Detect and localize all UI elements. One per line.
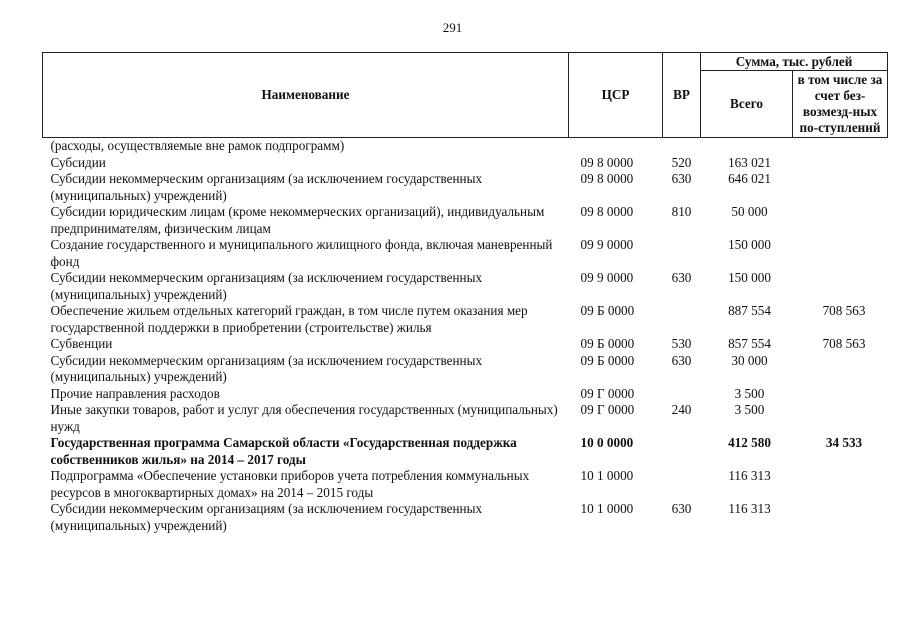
row-csr: 09 8 0000 [580, 154, 634, 170]
header-including: в том числе за счет без-возмезд-ных по-ступлений [793, 71, 888, 138]
row-csr: 09 Г 0000 [580, 385, 635, 401]
row-vr: 630 [671, 501, 692, 516]
row-name: Создание государственного и муниципального жилищного фонда, включая маневренный фонд [50, 237, 553, 269]
row-including [793, 270, 888, 303]
header-csr: ЦСР [569, 53, 663, 138]
row-total: 116 313 [728, 501, 771, 516]
row-total: 163 021 [728, 154, 771, 170]
table-row [43, 468, 888, 501]
row-total: 887 554 [728, 303, 771, 318]
header-vr: ВР [663, 53, 701, 138]
row-name: Субсидии некоммерческим организациям (за исключением государственных (муниципальных) учреждений) [50, 171, 483, 203]
table-row [43, 402, 888, 435]
row-total: 412 580 [728, 435, 771, 450]
row-csr: 09 8 0000 [580, 171, 634, 186]
table-row [43, 171, 888, 204]
row-name: Прочие направления расходов [50, 385, 220, 401]
row-including [793, 171, 888, 204]
row-name: Подпрограмма «Обеспечение установки приборов учета потребления коммунальных ресурсов в многоквартирных домах» на 2014 – 2015 годы [50, 468, 530, 500]
row-including [793, 237, 888, 270]
table-header [43, 53, 888, 138]
row-vr [663, 468, 701, 501]
row-name: Субвенции [50, 336, 113, 351]
row-csr: 09 9 0000 [580, 237, 634, 252]
row-csr: 10 1 0000 [580, 501, 634, 516]
row-vr [663, 237, 701, 270]
row-vr: 810 [671, 204, 692, 219]
row-including [793, 138, 888, 155]
table-row [43, 138, 888, 155]
row-including [793, 386, 888, 403]
header-sum: Сумма, тыс. рублей [701, 53, 888, 71]
row-name: Субсидии некоммерческим организациям (за исключением государственных (муниципальных) учреждений) [50, 352, 483, 384]
row-vr: 530 [671, 336, 692, 351]
row-including: 708 563 [822, 303, 866, 318]
row-total: 30 000 [731, 352, 768, 368]
row-total: 3 500 [734, 402, 765, 417]
row-including: 708 563 [822, 336, 866, 351]
row-including [793, 204, 888, 237]
row-vr: 630 [671, 352, 692, 368]
table-row [43, 155, 888, 172]
row-csr: 10 1 0000 [580, 468, 634, 483]
row-including [793, 155, 888, 172]
table-row [43, 204, 888, 237]
row-csr: 10 0 0000 [580, 435, 634, 450]
row-including [793, 468, 888, 501]
row-name: Субсидии некоммерческим организациям (за исключением государственных (муниципальных) учреждений) [50, 501, 483, 533]
row-vr: 520 [671, 154, 692, 170]
row-total: 150 000 [728, 237, 771, 252]
table-row [43, 303, 888, 336]
header-total: Всего [701, 71, 793, 138]
table-body [43, 138, 888, 535]
row-csr: 09 Б 0000 [580, 336, 635, 351]
row-name: Обеспечение жильем отдельных категорий граждан, в том числе путем оказания мер государственной поддержки в приобретении (строительстве) жилья [50, 303, 528, 335]
row-total: 646 021 [728, 171, 771, 186]
row-vr [663, 386, 701, 403]
row-name: Субсидии юридическим лицам (кроме некоммерческих организаций), индивидуальным предпринимателям, физическим лицам [50, 204, 545, 236]
row-vr [663, 303, 701, 336]
row-including [793, 501, 888, 534]
row-total: 3 500 [734, 385, 765, 401]
row-total: 857 554 [728, 336, 771, 351]
budget-table [42, 52, 888, 534]
row-name: Государственная программа Самарской области «Государственная поддержка собственников жилья» на 2014 – 2017 годы [50, 435, 517, 467]
row-name: (расходы, осуществляемые вне рамок подпрограмм) [50, 138, 345, 153]
row-csr: 09 9 0000 [580, 270, 634, 285]
row-csr [569, 138, 663, 155]
table-row [43, 353, 888, 386]
row-vr [663, 435, 701, 468]
row-csr: 09 Г 0000 [580, 402, 635, 417]
row-total: 150 000 [728, 270, 771, 285]
table-row [43, 386, 888, 403]
row-including [793, 353, 888, 386]
row-vr: 630 [671, 171, 692, 186]
row-including [793, 402, 888, 435]
table-row [43, 501, 888, 534]
header-name: Наименование [43, 53, 569, 138]
row-name: Субсидии некоммерческим организациям (за исключением государственных (муниципальных) учреждений) [50, 270, 483, 302]
row-csr: 09 Б 0000 [580, 352, 635, 368]
row-csr: 09 8 0000 [580, 204, 634, 219]
row-name: Иные закупки товаров, работ и услуг для обеспечения государственных (муниципальных) нужд [50, 402, 558, 434]
row-vr [663, 138, 701, 155]
row-vr: 630 [671, 270, 692, 285]
row-including: 34 533 [825, 435, 863, 450]
table-row [43, 270, 888, 303]
row-total [701, 138, 793, 155]
row-name: Субсидии [50, 154, 106, 170]
row-total: 50 000 [731, 204, 768, 219]
table-row [43, 336, 888, 353]
table-row [43, 237, 888, 270]
row-total: 116 313 [728, 468, 771, 483]
row-csr: 09 Б 0000 [580, 303, 635, 318]
row-vr: 240 [671, 402, 692, 417]
table-row [43, 435, 888, 468]
page-number: 291 [442, 20, 463, 35]
